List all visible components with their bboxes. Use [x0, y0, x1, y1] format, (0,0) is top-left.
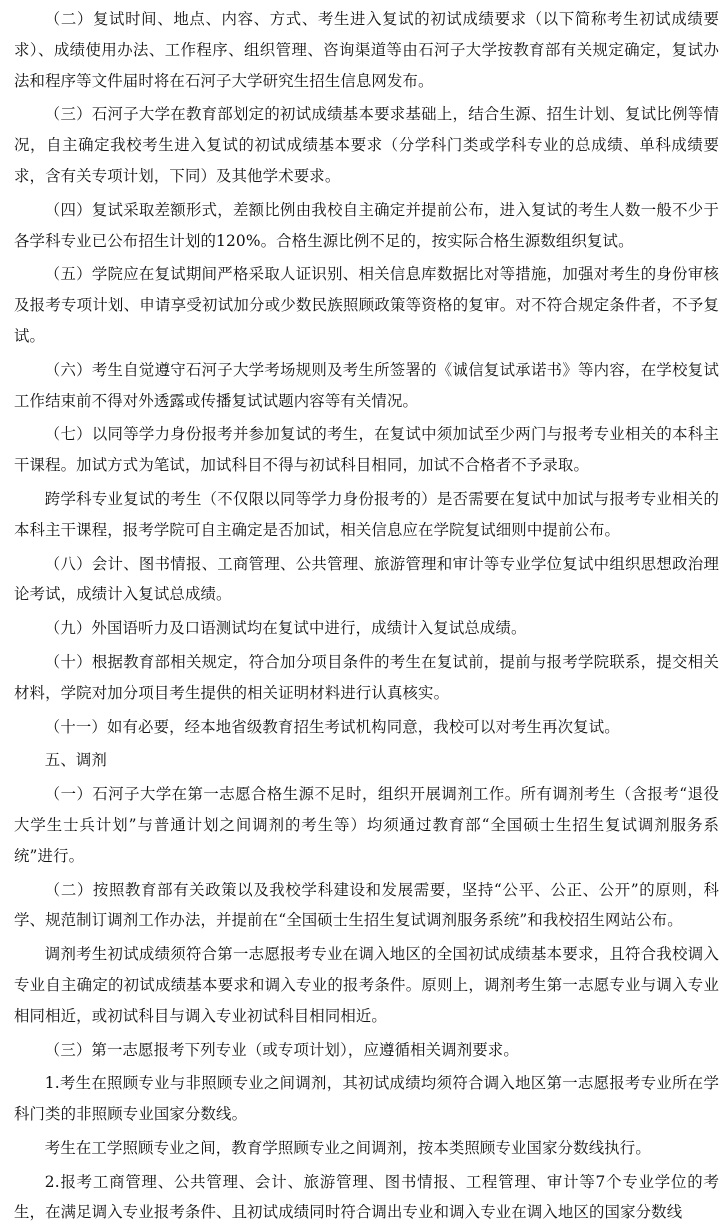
- paragraph-retest-schedule: （二）复试时间、地点、内容、方式、考生进入复试的初试成绩要求（以下简称考生初试成绩要求）、成绩使用办法、工作程序、组织管理、咨询渠道等由石河子大学按教育部有关规定确定，复试办法和程序等文件届时将在石河子大学研究生招生信息网发布。: [14, 10, 719, 90]
- paragraph-cross-discipline: 跨学科专业复试的考生（不仅限以同等学力身份报考的）是否需要在复试中加试与报考专业相关的本科主干课程，报考学院可自主确定是否加试，相关信息应在学院复试细则中提前公布。: [14, 489, 719, 539]
- paragraph-adjustment-scores: 调剂考生初试成绩须符合第一志愿报考专业在调入地区的全国初试成绩基本要求，且符合我校调入专业自主确定的初试成绩基本要求和调入专业的报考条件。原则上，调剂考生第一志愿专业与调入专业相同相近，或初试科目与调入专业初试科目相同相近。: [14, 945, 719, 1025]
- paragraph-exam-rules: （六）考生自觉遵守石河子大学考场规则及考生所签署的《诚信复试承诺书》等内容，在学校复试工作结束前不得对外透露或传播复试试题内容等有关情况。: [14, 360, 719, 410]
- paragraph-rule-2: 2.报考工商管理、公共管理、会计、旅游管理、图书情报、工程管理、审计等7个专业学位的考生，在满足调入专业报考条件、且初试成绩同时符合调出专业和调入专业在调入地区的国家分数线: [14, 1172, 719, 1222]
- paragraph-language-test: （九）外国语听力及口语测试均在复试中进行，成绩计入复试总成绩。: [44, 619, 527, 638]
- paragraph-bonus-points: （十）根据教育部相关规定，符合加分项目条件的考生在复试前，提前与报考学院联系，提交相关材料，学院对加分项目考生提供的相关证明材料进行认真核实。: [14, 652, 719, 702]
- paragraph-re-examination: （十一）如有必要，经本地省级教育招生考试机构同意，我校可以对考生再次复试。: [44, 717, 620, 736]
- paragraph-politics-exam: （八）会计、图书情报、工商管理、公共管理、旅游管理和审计等专业学位复试中组织思想政治理论考试，成绩计入复试总成绩。: [14, 554, 719, 604]
- section-heading-adjustment: 五、调剂: [44, 751, 107, 770]
- paragraph-score-requirements: （三）石河子大学在教育部划定的初试成绩基本要求基础上，结合生源、招生计划、复试比例等情况，自主确定我校考生进入复试的初试成绩基本要求（分学科门类或学科专业的总成绩、单科成绩要求，含有关专项计划，下同）及其他学术要求。: [14, 105, 719, 185]
- paragraph-first-choice-rules: （三）第一志愿报考下列专业（或专项计划），应遵循相关调剂要求。: [44, 1040, 519, 1059]
- paragraph-rule-1-note: 考生在工学照顾专业之间，教育学照顾专业之间调剂，按本类照顾专业国家分数线执行。: [44, 1138, 651, 1157]
- paragraph-equivalent-degree: （七）以同等学力身份报考并参加复试的考生，在复试中须加试至少两门与报考专业相关的本科主干课程。加试方式为笔试，加试科目不得与初试科目相同，加试不合格者不予录取。: [14, 425, 719, 475]
- paragraph-adjustment-system: （一）石河子大学在第一志愿合格生源不足时，组织开展调剂工作。所有调剂考生（含报考“退役大学生士兵计划”与普通计划之间调剂的考生等）均须通过教育部“全国硕士生招生复试调剂服务系统”进行。: [14, 785, 719, 865]
- paragraph-adjustment-policy: （二）按照教育部有关政策以及我校学科建设和发展需要，坚持“公平、公正、公开”的原则，科学、规范制订调剂工作办法，并提前在“全国硕士生招生复试调剂服务系统”和我校招生网站公布。: [14, 880, 719, 930]
- paragraph-identity-check: （五）学院应在复试期间严格采取人证识别、相关信息库数据比对等措施，加强对考生的身份审核及报考专项计划、申请享受初试加分或少数民族照顾政策等资格的复审。对不符合规定条件者，不予复试。: [14, 265, 719, 345]
- paragraph-rule-1: 1.考生在照顾专业与非照顾专业之间调剂，其初试成绩均须符合调入地区第一志愿报考专业所在学科门类的非照顾专业国家分数线。: [14, 1074, 719, 1124]
- paragraph-differential-ratio: （四）复试采取差额形式，差额比例由我校自主确定并提前公布，进入复试的考生人数一般不少于各学科专业已公布招生计划的120%。合格生源比例不足的，按实际合格生源数组织复试。: [14, 200, 719, 250]
